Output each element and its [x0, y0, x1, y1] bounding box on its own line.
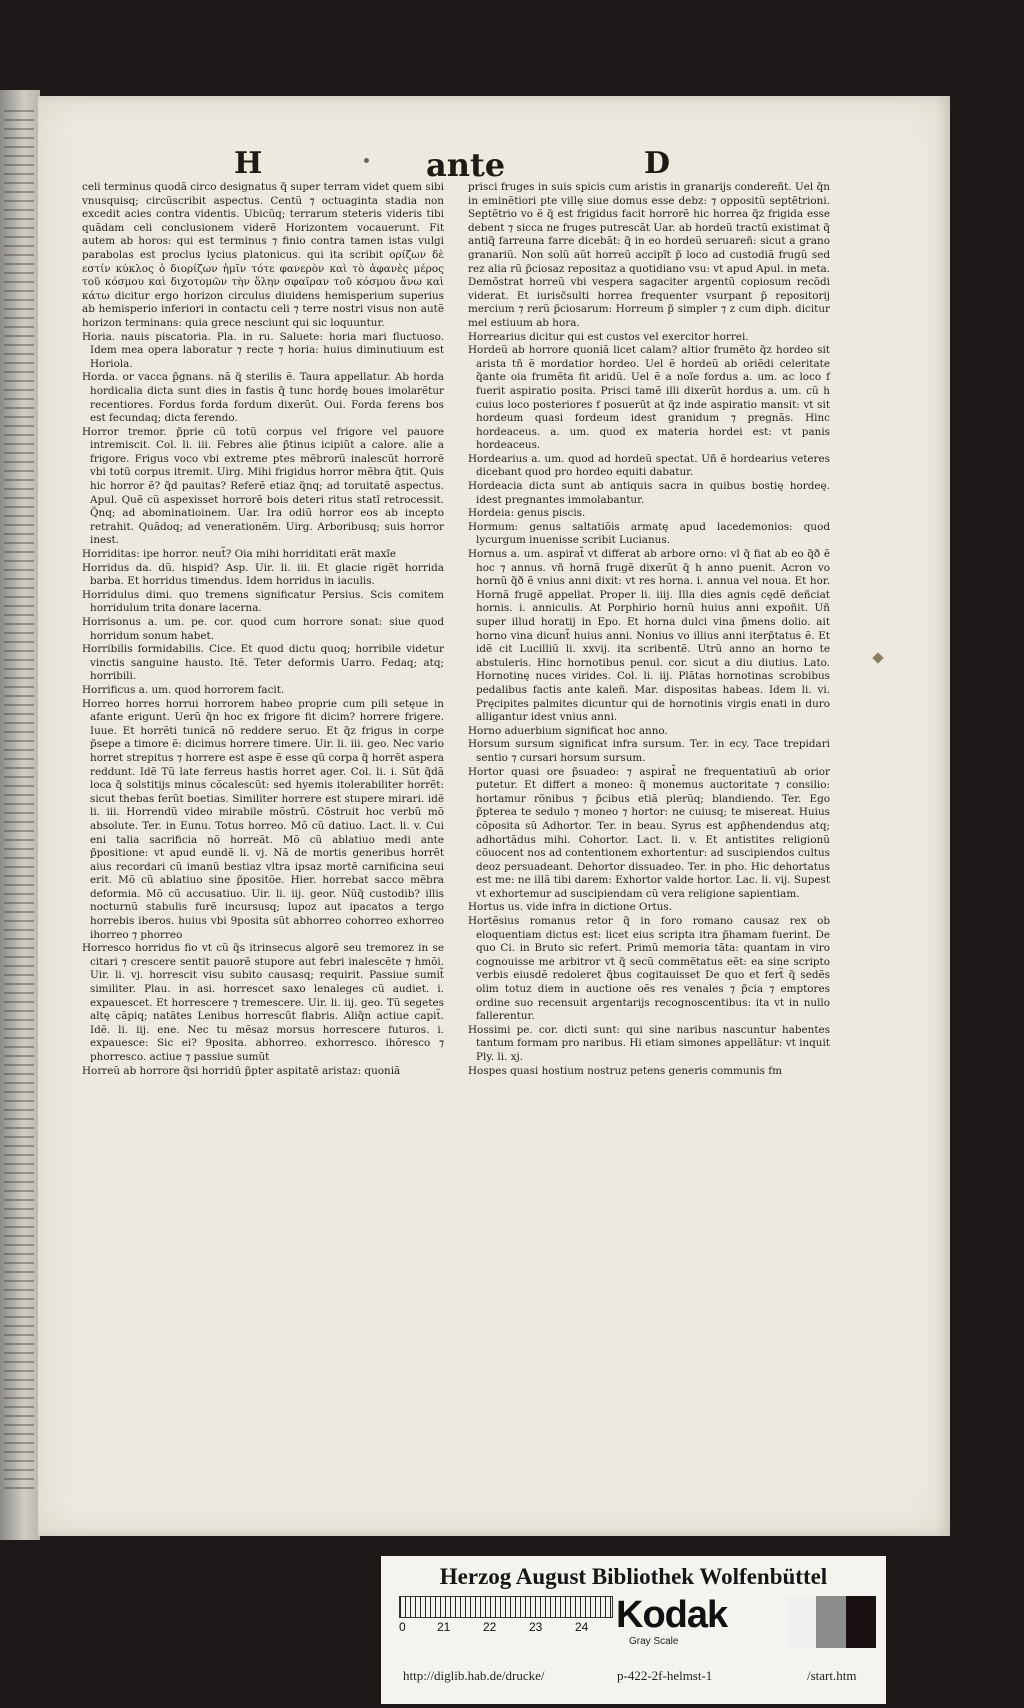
text-paragraph: Hordeũ ab horrore quoniã licet calam? altior frumẽto q̃z hordeo sit arista tñ ẽ mordatior hordeo. Uel ẽ hordeũ ab oriẽdi celeritate q̃ante oia frumẽta fit aridũ. Uel ẽ a noĩe fordus a. um. ac loco f fuerit aspiratio posita. Prisci tamẽ illi dixerũt hordus a. um. cũ h cuius loco posteriores f posuerũt at q̃z inde aspiratio mansit: vt sit hordeum quasi fordeum idest granidum ⁊ pregnãs. Hinc hordeaceus. a. um. quod ex materia hordei est: vt panis hordeaceus.: [468, 344, 830, 452]
text-paragraph: Horrearius dicitur qui est custos vel exercitor horrei.: [468, 330, 749, 343]
text-paragraph: Horno aduerbium significat hoc anno.: [468, 724, 668, 737]
right-text-column: [468, 181, 830, 1078]
text-paragraph: Hossimi pe. cor. dicti sunt: qui sine naribus nascuntur habentes tantum formam pro naribus. Hi etiam simones appellãtur: vt inquit Ply. li. xj.: [468, 1023, 830, 1063]
margin-mark: [872, 652, 883, 663]
book-page: [38, 96, 950, 1536]
document-id: p-422-2f-helmst-1: [617, 1668, 713, 1683]
text-paragraph: Horridulus dimi. quo tremens significatur Persius. Scis comitem horridulum trita donare lacerna.: [82, 588, 444, 615]
text-paragraph: Horrificus a. um. quod horrorem facit.: [82, 683, 285, 696]
text-paragraph: Horribilis formidabilis. Cice. Et quod dictu quoq; horribile videtur vinctis sanguine hausto. Itẽ. Teter deformis Uarro. Fedaq; atq; horribili.: [82, 643, 444, 683]
text-paragraph: Horda. or vacca p̃gnans. nã q̃ sterilis ẽ. Taura appellatur. Ab horda hordicalia dicta sunt dies in fastis q̃ tunc hordę boues imolarẽtur recentiores. Fordus forda fordum dixerũt. Oui. Forda ferens bos est fecundaq; dicta ferendo.: [82, 371, 444, 425]
ruler-scale: [399, 1596, 611, 1636]
text-paragraph: Hortus us. vide infra in dictione Ortus.: [468, 901, 673, 914]
source-url: http://diglib.hab.de/drucke/: [403, 1668, 545, 1683]
text-paragraph: Hornus a. um. aspirat̃ vt differat ab arbore orno: vl q̃ fiat ab eo q̃ð ẽ hoc ⁊ annus. vñ hornã frugẽ dixerũt q̃ h anno puenit. Acron vo hornũ q̃ð ẽ vnius anni dixit: vt res horna. i. annua vel noua. Et hor. Hornã frugẽ appellat. Proper li. iiij. Illa dies agnis cędẽ deñciat hornis. i. anniculis. At Porphirio hornũ huius anni expoñit. Uñ super illud horatij in Epo. Et horna dulci vina p̃mens dolio. ait horno vina dicunt̃ huius anni. Nonius vo illius anni iterp̃tatus ẽ. Et idẽ cit Lucilliũ li. xxvij. ita scribentẽ. Utrũ anno an horno te abstuleris. Hinc hornotibus penul. cor. sicut a diu diutius. Lato. Hornotinę nuces virides. Col. li. iij. Plãtas hornotinas scrobibus pedalibus factis ante kaleñ. Mar. dispositas habeas. Idem li. vi. Pręcipites palmites dicuntur qui de hornotinis virgis enati in duro alligantur idest vnius anni.: [468, 548, 830, 724]
running-head-center: ante: [426, 146, 506, 184]
text-paragraph: Horreũ ab horrore q̃si horridũ p̃pter aspitatẽ aristaz: quoniã: [82, 1064, 401, 1077]
gray-patch-black: [846, 1596, 876, 1648]
ruler-number: 21: [437, 1620, 451, 1634]
library-name: Herzog August Bibliothek Wolfenbüttel: [439, 1564, 828, 1589]
running-head-right: D: [644, 146, 671, 181]
text-paragraph: Horridus da. dũ. hispid? Asp. Uir. li. iii. Et glacie rigẽt horrida barba. Et horridus timendus. Idem horridus in iaculis.: [82, 561, 444, 588]
text-paragraph: Horresco horridus fio vt cũ q̃s itrinsecus algorẽ seu tremorez in se citari ⁊ crescere sentit pauorẽ stupore aut febri inalescẽte ⁊ hmõi. Uir. li. vj. horrescit visu subito causasq; requirit. Passiue sumit̃ similiter. Plau. in asi. horrescet saxo lenaleges cũ audiet. i. expauescet. Et horrescere ⁊ tremescere. Uir. li. iij. geo. Tũ segetes altę cãpiq; natãtes Lenibus horrescũt flabris. Aliq̃n actiue capit̃. Idẽ. li. iij. ene. Nec tu mẽsaz morsus horrescere futuros. i. expauesce: Sic ei? 9posita. abhorreo. exhorresco. ihõresco ⁊ phorresco. actiue ⁊ passiue sumũt: [82, 942, 444, 1063]
text-paragraph: Horia. nauis piscatoria. Pla. in ru. Saluete: horia mari fluctuoso. Idem mea opera laboratur ⁊ recte ⁊ horia: huius diminutiuum est Horiola.: [82, 330, 444, 370]
text-paragraph: Hospes quasi hostium nostruz petens generis communis fm: [468, 1064, 782, 1077]
ruler-ticks: [399, 1596, 613, 1618]
facing-page-edge: [0, 90, 40, 1540]
text-paragraph: Horreo horres horrui horrorem habeo proprie cum pili setęue in afante erigunt. Uerũ q̃n hoc ex frigore fit dicim? horrere frigere. Iuue. Et horrẽti tunicã nõ reddere seruo. Et q̃z frigus in corpe p̃sepe a timore ẽ: dicimus horrere timere. Uir. li. iii. geo. Nec vario horret strepitus ⁊ horrere est aspe ẽ esse qũ corpa q̃ horrẽt aspera reddunt. Idẽ Tũ late ferreus hastis horret ager. Col. li. i. Sũt q̃dã loca q̃ solstitijs minus cõcalescũt: sed hyemis itolerabiliter horrẽt: sicut thebas ferũt boetias. Similiter horrere est stupere mirari. idẽ li. iii. Horrendũ video mirabile mõstrũ. Cõstruit hoc verbũ mõ absolute. Ter. in Eunu. Totus horreo. Mõ cũ datiuo. Lact. li. v. Cui eni talia sacrificia nõ horreãt. Mõ cũ ablatiuo medi ante p̃positione: vt apud eundẽ li. vj. Nã de mortis generibus horrẽt aius recordari cũ imanũ bestiaz vltra ipsaz mortẽ carnificina seui erit. Mõ cũ ablatiuo sine p̃positõe. Hier. horrebat sacco mẽbra deformia. Mõ cũ accusatiuo. Uir. li. iij. geor. Nũq̃ custodib? illis nocturnũ stabulis furẽ incursusq; lupoz aut ipacatos a tergo horrebis iberos. huius vbi 9posita sũt abhorreo cohorreo exhorreo ihorreo ⁊ phorreo: [82, 697, 444, 941]
running-head: [38, 146, 950, 186]
text-paragraph: Hortor quasi ore p̃suadeo: ⁊ aspirat̃ ne frequentatiuũ ab orior putetur. Et differt a moneo: q̃ monemus auctoritate ⁊ consilio: hortamur rõnibus ⁊ p̃cibus etiã plerũq; blandiendo. Ter. Ego p̃pterea te sedulo ⁊ moneo ⁊ hortor: ne cuiusq; te misereat. Huius cõposita sũ Adhortor. Ter. in beau. Syrus est app̃hendendus atq; adhortãdus mihi. Cohortor. Lact. li. v. Et antistites religionũ cõuocent nos ad contentionem exhortentur: ad suscipiendos cultus deoz persuadeant. Dehortor dissuadeo. Ter. in pho. Hic dehortatus est me: ne illã tibi darem: Exhortor valde hortor. Lac. li. vij. Supest vt exhortemur ad suscipiendam cũ vera religione sapientiam.: [468, 765, 830, 900]
text-paragraph: Hordeia: genus piscis.: [468, 507, 586, 520]
text-paragraph: Horror tremor. p̃prie cũ totũ corpus vel frigore vel pauore intremiscit. Col. li. iii. Febres alie p̃tinus icipiũt a calore. alie a frigore. Frigus voco vbi extreme ptes mẽbrorũ inalescũt horrorẽ vbi totũ corpus itremit. Uirg. Mihi frigidus horror mẽbra q̃tit. Quis hic horror ẽ? q̃d pauitas? Referẽ etiaz q̃nq; ad toruitatẽ aspectus. Apul. Quẽ cũ aspexisset horrorẽ bois deteri ritus statĩ retrocessit. Q̃nq; ad abominatioinem. Uar. Ira odiũ horror eos ab incepto retrahit. Quãdoq; ad venerationẽm. Uirg. Arboribusq; suis horror inest.: [82, 425, 444, 547]
ruler-number: 24: [575, 1620, 589, 1634]
ruler-number: 0: [399, 1620, 406, 1634]
gray-scale-label: Gray Scale: [629, 1636, 679, 1647]
gray-patch-mid: [816, 1596, 846, 1648]
ruler-number: 23: [529, 1620, 543, 1634]
text-paragraph: Hortẽsius romanus retor q̃ in foro romano causaz rex ob eloquentiam dictus est: licet eius scripta itra p̃hamam fuerint. De quo Ci. in Bruto sic refert. Primũ memoria tãta: quantam in viro cognouisse me arbitror vt q̃ secũ commẽtatus eẽt: ea sine scripto verbis eiusdẽ redoleret q̃bus cogitauisset De quo et fert̃ q̃ sedẽs olim totuz diem in auctione oẽs res venales ⁊ p̃cia ⁊ emptores ordine suo recensuit argentarijs recognoscentibus: ita vt in nullo fallerentur.: [468, 915, 830, 1023]
text-paragraph: prisci fruges in suis spicis cum aristis in granarijs condereñt. Uel q̃n in eminẽtiori pte villę siue domus esse debz: ⁊ oppositũ septẽtrioni. Septẽtrio vo ẽ q̃ est frigidus facit horrorẽ hic horrea q̃z frigida esse debent ⁊ sicca ne fruges putrescãt Uar. ab hordeũ tractũ existimat q̃ antiq̃ farreuna farre dicebãt: q̃ in eo hordeũ seruareñ: sicut a grano granariũ. Non solũ aũt horreũ accipĩt p̃ loco ad custodiã frugũ sed rez alia rũ p̃ciosaz repositaz a quotidiano vsu: vt apud Apul. in meta. Demõstrat horreũ vbi vespera sagaciter argentũ copiosum recõdi viderat. Et iurisc̃sulti horrea frequenter vsurpant p̃ repositorij mercium ⁊ rerũ p̃ciosarum: Horreum p̃ simpler ⁊ z cum diph. dicitur mel estiuum ab hora.: [468, 181, 830, 329]
gray-patch-white: [786, 1596, 816, 1648]
ink-dot: [364, 158, 369, 163]
gray-scale-patches: [786, 1596, 876, 1648]
running-head-left: H: [234, 146, 263, 181]
text-paragraph: Horrisonus a. um. pe. cor. quod cum horrore sonat: siue quod horridum sonum habet.: [82, 616, 444, 642]
ruler-number: 22: [483, 1620, 497, 1634]
facing-page-text-lines: [4, 110, 34, 1490]
text-paragraph: Horriditas: ipe horror. neut̃? Oia mihi horriditati erãt maxĩe: [82, 548, 396, 561]
text-paragraph: Horsum sursum significat infra sursum. Ter. in ecy. Tace trepidari sentio ⁊ cursari horsum sursum.: [468, 738, 830, 764]
text-paragraph: Hordearius a. um. quod ad hordeũ spectat. Uñ ẽ hordearius veteres dicebant quod pro hordeo equiti dabatur.: [468, 452, 830, 479]
text-paragraph: celi terminus quodã circo designatus q̃ super terram videt quem sibi vnusquisq; circũscribit aspectus. Centũ ⁊ octuaginta stadia non excedit acies contra videntis. Ubicũq; terrarum steteris videris tibi quãdam celi conclusionem viderẽ Horizontem vocauerunt. Fit autem ab horos: qui est terminus ⁊ finio contra tamen istas vulgi parabolas est proclus lycius platonicus. qui ita scribit ορίζων δὲ εστίν κύκλος ὁ διορίζων ἡμῖν τότε φανερὸν καὶ τὸ ἀφανὲς μέρος τοῦ κόσμου καὶ διχοτομῶν τὴν ὅλην σφαῖραν τοῦ κόσμου ἄνω καὶ κάτω dicitur ergo horizon circulus diuidens hemisperium superius ab hemisperio inferiori in contactu celi ⁊ terre nostri visus non autẽ horizon terminans: quia grece nesciunt qui sic loquuntur.: [82, 181, 444, 329]
text-paragraph: Hordeacia dicta sunt ab antiquis sacra in quibus bostię hordeę. idest pregnantes immolabantur.: [468, 480, 830, 506]
start-page-link: /start.htm: [807, 1668, 857, 1683]
kodak-logo: Kodak: [616, 1594, 728, 1636]
library-footer-card: [381, 1556, 886, 1704]
left-text-column: [82, 181, 444, 1078]
text-paragraph: Hormum: genus saltatiõis armatę apud lacedemonios: quod lycurgum inuenisse scribit Lucianus.: [468, 520, 830, 547]
